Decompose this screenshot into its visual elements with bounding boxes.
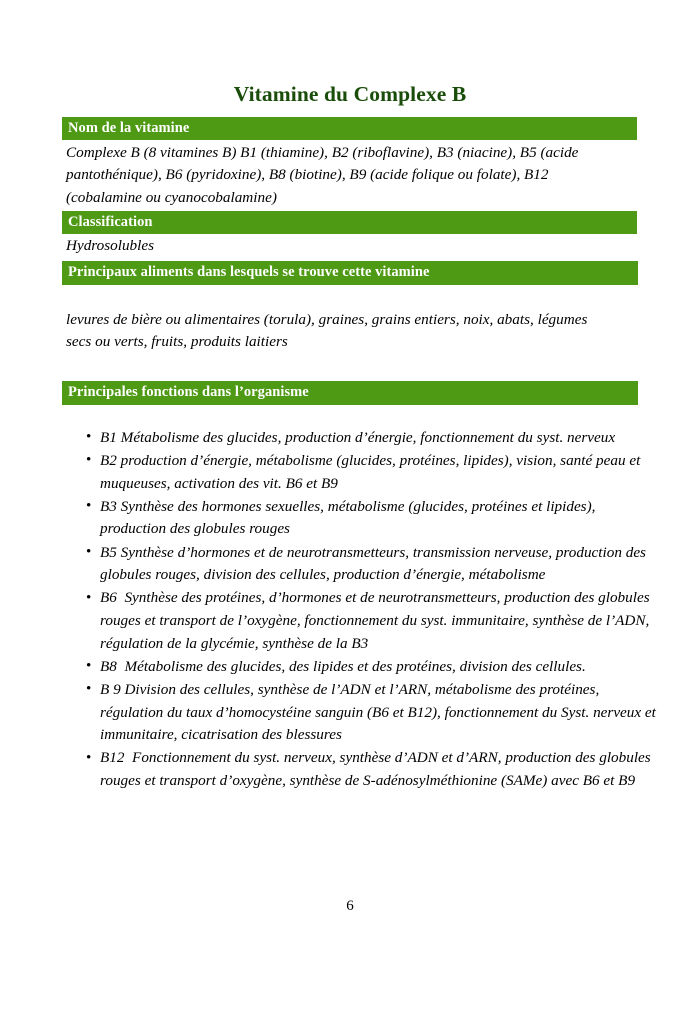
list-item-text: B2 production d’énergie, métabolisme (glucides, protéines, lipides), vision, santé peau et muqueuses, activation des vit. B6 et B9 <box>100 451 645 492</box>
foods-value: levures de bière ou alimentaires (torula), graines, grains entiers, noix, abats, légumes secs ou verts, fruits, produits laitiers <box>66 310 588 351</box>
vitamin-name-value: Complexe B (8 vitamines B) B1 (thiamine), B2 (riboflavine), B3 (niacine), B5 (acide pantothénique), B6 (pyridoxine), B8 (biotine), B9 (acide folique ou folate), B12 (cobalamine ou cyanocobalamine) <box>66 144 579 206</box>
page-title: Vitamine du Complexe B <box>233 82 467 106</box>
list-item <box>60 450 660 495</box>
list-item <box>60 496 660 541</box>
classification-value: Hydrosolubles <box>66 237 155 255</box>
section-header-functions: Principales fonctions dans l’organisme <box>60 381 638 405</box>
list-item-text: B3 Synthèse des hormones sexuelles, métabolisme (glucides, protéines et lipides), production des globules rouges <box>100 497 600 538</box>
list-item <box>60 747 660 792</box>
bullet-icon: • <box>86 428 92 446</box>
list-item <box>60 427 660 450</box>
bullet-icon: • <box>86 657 92 675</box>
list-item-text: B1 Métabolisme des glucides, production d’énergie, fonctionnement du syst. nerveux <box>100 428 616 446</box>
bullet-icon: • <box>86 543 92 561</box>
bullet-icon: • <box>86 588 92 606</box>
bullet-icon: • <box>86 451 92 469</box>
section-header-foods: Principaux aliments dans lesquels se trouve cette vitamine <box>60 261 638 285</box>
page-number: 6 <box>346 898 354 914</box>
bullet-icon: • <box>86 748 92 766</box>
list-item-text: B 9 Division des cellules, synthèse de l’ADN et l’ARN, métabolisme des protéines, régulation du taux d’homocystéine sanguin (B6 et B12), fonctionnement du Syst. nerveux et immunitaire, cicatrisation des blessures <box>100 680 660 744</box>
list-item-text: B8 Métabolisme des glucides, des lipides et des protéines, division des cellules. <box>100 657 586 675</box>
section-header-vitamin-name: Nom de la vitamine <box>60 117 637 141</box>
list-item <box>60 587 660 655</box>
bullet-icon: • <box>86 680 92 698</box>
list-item <box>60 679 660 747</box>
bullet-icon: • <box>86 497 92 515</box>
list-item-text: B12 Fonctionnement du syst. nerveux, synthèse d’ADN et d’ARN, production des globules rouges et transport d’oxygène, synthèse de S-adénosylméthionine (SAMe) avec B6 et B9 <box>100 749 655 789</box>
list-item-text: B5 Synthèse d’hormones et de neurotransmetteurs, transmission nerveuse, production des globules rouges, division des cellules, production d’énergie, métabolisme <box>100 543 650 584</box>
section-header-classification: Classification <box>60 211 637 235</box>
list-item <box>60 656 660 679</box>
list-item-text: B6 Synthèse des protéines, d’hormones et de neurotransmetteurs, production des globules rouges et transport de l’oxygène, fonctionnement du syst. immunitaire, synthèse de l’ADN, régulation de la glycémie, synthèse de la B3 <box>100 589 654 652</box>
spacer <box>60 107 640 117</box>
list-item <box>60 542 660 587</box>
functions-list <box>60 427 660 793</box>
